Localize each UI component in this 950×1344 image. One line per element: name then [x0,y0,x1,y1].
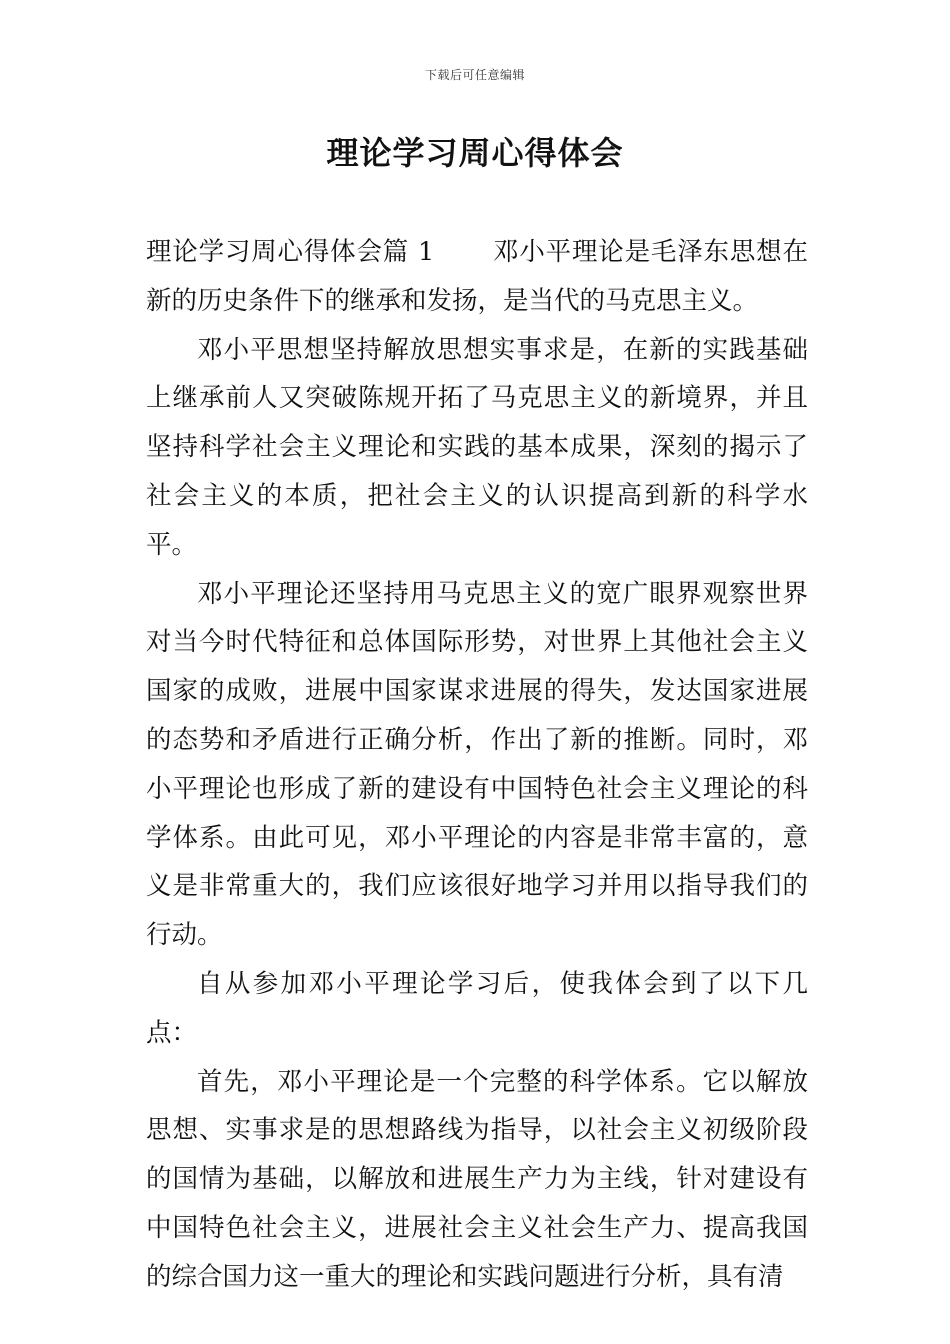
header-note: 下载后可任意编辑 [424,68,525,82]
paragraph-2: 邓小平思想坚持解放思想实事求是，在新的实践基础上继承前人又突破陈规开拓了马克思主义的新境界，并且坚持科学社会主义理论和实践的基本成果，深刻的揭示了社会主义的本质，把社会主义的认识提高到新的科学水平。 [146,334,808,560]
document-title: 理论学习周心得体会 [326,134,624,172]
paragraph-1-text: 邓小平理论是毛泽东思想在新的历史条件下的继承和发扬，是当代的马克思主义。 [146,237,808,316]
paragraph-3: 邓小平理论还坚持用马克思主义的宽广眼界观察世界对当今时代特征和总体国际形势，对世界上其他社会主义国家的成败，进展中国家谋求进展的得失，发达国家进展的态势和矛盾进行正确分析，作出了新的推断。同时，邓小平理论也形成了新的建设有中国特色社会主义理论的科学体系。由此可见，邓小平理论的内容是非常丰富的，意义是非常重大的，我们应该很好地学习并用以指导我们的行动。 [146,578,808,951]
document-body [146,228,808,1302]
paragraph-5: 首先，邓小平理论是一个完整的科学体系。它以解放思想、实事求是的思想路线为指导，以社会主义初级阶段的国情为基础，以解放和进展生产力为主线，针对建设有中国特色社会主义，进展社会主义社会生产力、提高我国的综合国力这一重大的理论和实践问题进行分析，具有清 [146,1066,808,1292]
section-heading: 理论学习周心得体会篇 1 [146,237,435,267]
paragraph-1 [146,228,808,326]
paragraph-4: 自从参加邓小平理论学习后，使我体会到了以下几点： [146,968,808,1048]
